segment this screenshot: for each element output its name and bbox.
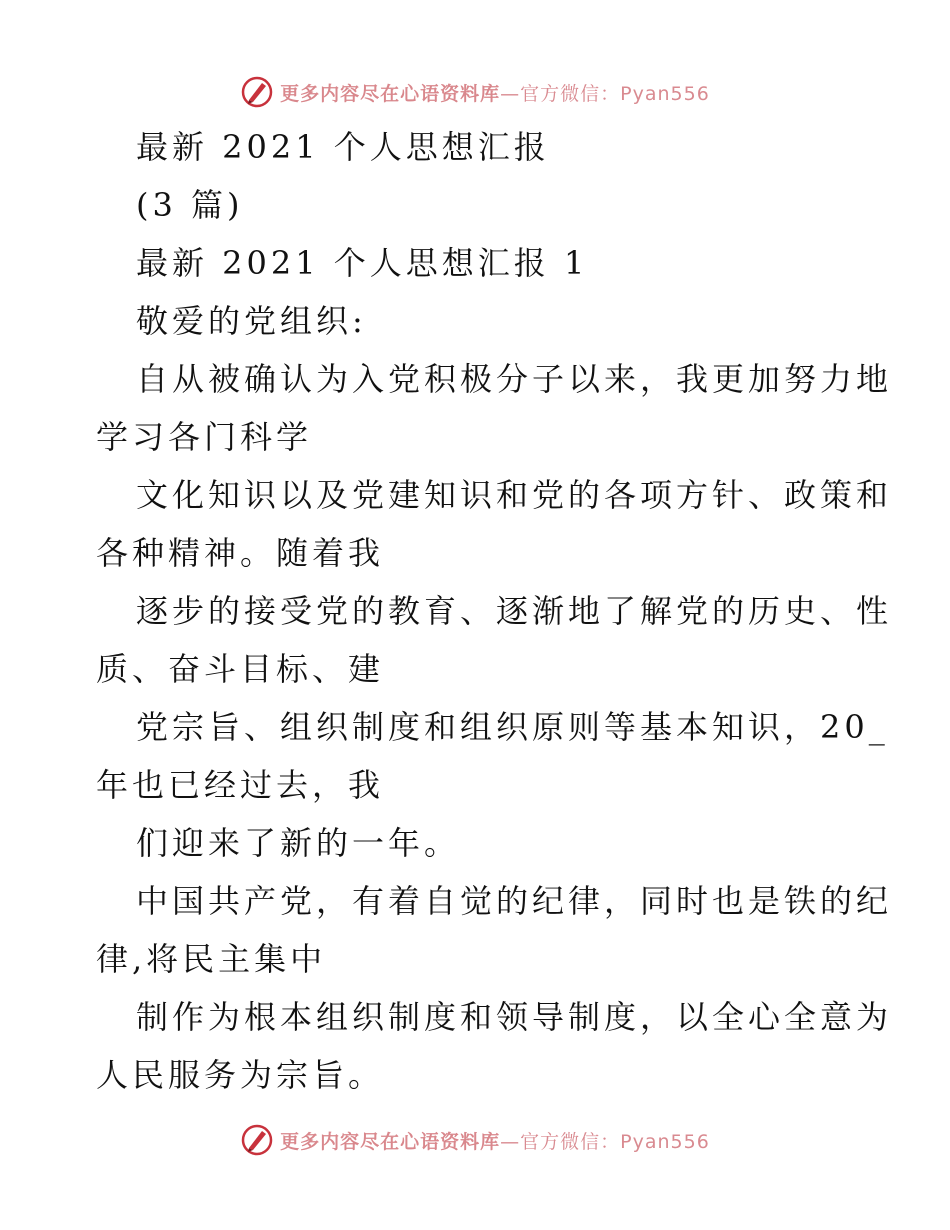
document-line: 逐步的接受党的教育、逐渐地了解党的历史、性 (136, 592, 893, 630)
document-line: 最新 2021 个人思想汇报 (136, 128, 550, 166)
document-line: 质、奋斗目标、建 (96, 650, 385, 688)
watermark-contact: —官方微信：Pyan556 (500, 1130, 710, 1153)
watermark-brand: 更多内容尽在心语资料库 (280, 1130, 501, 1153)
document-line: 人民服务为宗旨。 (96, 1056, 385, 1094)
document-body (96, 118, 893, 1104)
watermark-text (280, 79, 710, 106)
document-line: 最新 2021 个人思想汇报 1 (136, 244, 589, 282)
document-line: 党宗旨、组织制度和组织原则等基本知识，20_ (136, 708, 889, 746)
watermark-text (280, 1127, 710, 1154)
document-line: 文化知识以及党建知识和党的各项方针、政策和 (136, 476, 893, 514)
document-line: 年也已经过去，我 (96, 766, 385, 804)
watermark-contact: —官方微信：Pyan556 (500, 82, 710, 105)
document-line: 学习各门科学 (96, 418, 313, 456)
document-line: 律,将民主集中 (96, 940, 327, 978)
watermark-brand: 更多内容尽在心语资料库 (280, 82, 501, 105)
document-line: 敬爱的党组织: (136, 302, 367, 340)
quill-pen-logo-icon (240, 1123, 274, 1157)
document-line: 中国共产党，有着自觉的纪律，同时也是铁的纪 (136, 882, 893, 920)
document-line: (3 篇) (136, 186, 244, 224)
document-line: 各种精神。随着我 (96, 534, 385, 572)
document-line: 制作为根本组织制度和领导制度，以全心全意为 (136, 998, 893, 1036)
footer-watermark (0, 1120, 950, 1160)
document-line: 自从被确认为入党积极分子以来，我更加努力地 (136, 360, 893, 398)
document-line: 们迎来了新的一年。 (136, 824, 461, 862)
quill-pen-logo-icon (240, 75, 274, 109)
header-watermark (0, 72, 950, 112)
